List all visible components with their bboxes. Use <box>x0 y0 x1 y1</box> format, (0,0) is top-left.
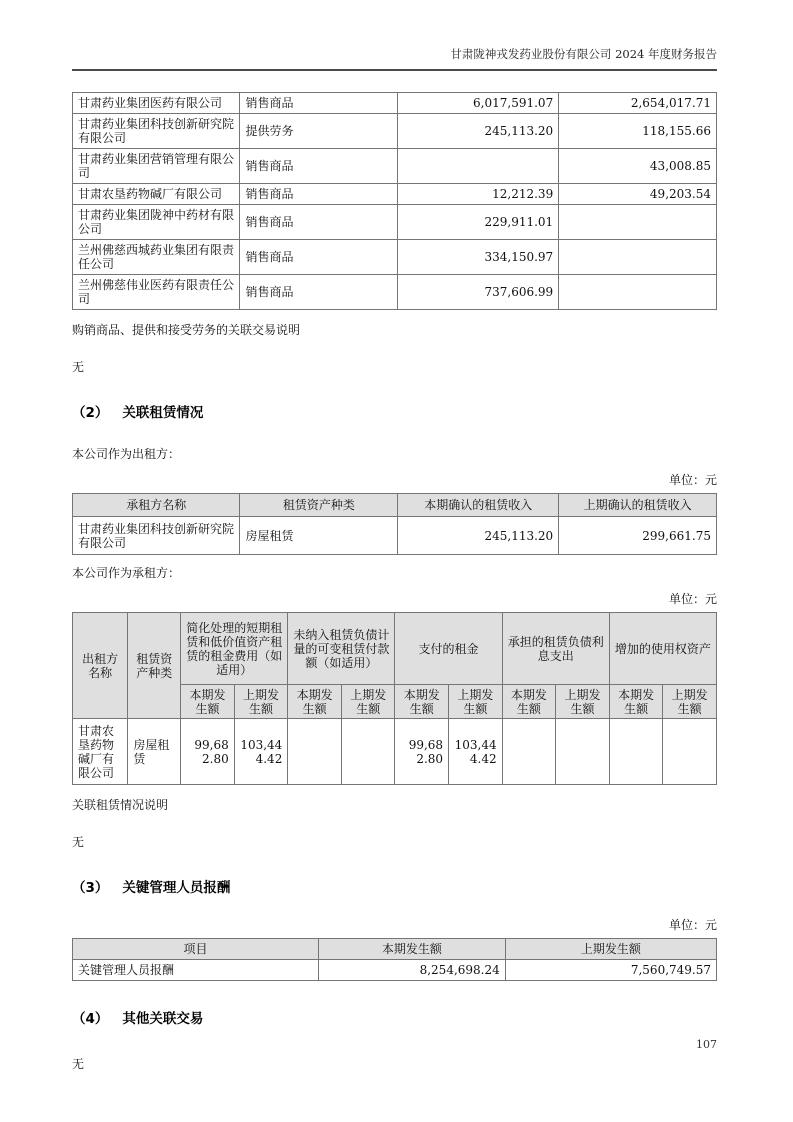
amount-cell <box>663 719 717 785</box>
company-name-cell: 甘肃农垦药物碱厂有限公司 <box>73 184 240 205</box>
prior-amount-cell <box>559 275 717 310</box>
asset-type-cell: 房屋租赁 <box>240 517 398 555</box>
asset-type-cell: 房屋租赁 <box>128 719 181 785</box>
table-row <box>73 960 717 981</box>
prior-amount-cell <box>559 240 717 275</box>
compensation-table <box>72 938 717 981</box>
table-row <box>73 93 717 114</box>
company-name-cell: 甘肃药业集团陇神中药材有限公司 <box>73 205 240 240</box>
table-row <box>73 205 717 240</box>
prior-amount-cell: 118,155.66 <box>559 114 717 149</box>
amount-cell <box>609 719 663 785</box>
table-row <box>73 114 717 149</box>
lessee-name-header: 承租方名称 <box>73 494 240 517</box>
table-header-row <box>73 494 717 517</box>
company-name-cell: 甘肃药业集团医药有限公司 <box>73 93 240 114</box>
transaction-type-cell: 销售商品 <box>240 184 398 205</box>
current-period-subheader: 本期发生额 <box>288 685 342 719</box>
group-header-interest-expense: 承担的租赁负债利息支出 <box>502 613 609 685</box>
other-transactions-value: 无 <box>72 1057 85 1071</box>
transaction-type-cell: 提供劳务 <box>240 114 398 149</box>
sales-note-label: 购销商品、提供和接受劳务的关联交易说明 <box>72 323 301 337</box>
prior-period-subheader: 上期发生额 <box>663 685 717 719</box>
current-period-subheader: 本期发生额 <box>395 685 449 719</box>
lessor-name-cell: 甘肃农垦药物碱厂有限公司 <box>73 719 128 785</box>
amount-cell: 103,444.42 <box>234 719 288 785</box>
lessee-table <box>72 612 717 785</box>
current-amount-cell: 8,254,698.24 <box>319 960 506 981</box>
company-name-cell: 兰州佛慈伟业医药有限责任公司 <box>73 275 240 310</box>
company-name-cell: 甘肃药业集团营销管理有限公司 <box>73 149 240 184</box>
prior-amount-cell: 43,008.85 <box>559 149 717 184</box>
item-cell: 关键管理人员报酬 <box>73 960 319 981</box>
transaction-type-cell: 销售商品 <box>240 275 398 310</box>
transaction-type-cell: 销售商品 <box>240 240 398 275</box>
lessee-name-cell: 甘肃药业集团科技创新研究院有限公司 <box>73 517 240 555</box>
current-amount-cell <box>398 149 559 184</box>
current-amount-cell: 334,150.97 <box>398 240 559 275</box>
prior-period-subheader: 上期发生额 <box>234 685 288 719</box>
table-header-row <box>73 939 717 960</box>
current-period-subheader: 本期发生额 <box>609 685 663 719</box>
document-title: 甘肃陇神戎发药业股份有限公司 2024 年度财务报告 <box>450 47 717 61</box>
lease-note-label: 关联租赁情况说明 <box>72 798 169 812</box>
current-income-cell: 245,113.20 <box>398 517 559 555</box>
amount-cell: 99,682.80 <box>395 719 449 785</box>
table-row <box>73 517 717 555</box>
current-period-subheader: 本期发生额 <box>502 685 556 719</box>
as-lessee-label: 本公司作为承租方： <box>72 566 181 580</box>
table-row <box>73 184 717 205</box>
related-sales-table <box>72 92 717 310</box>
amount-cell: 99,682.80 <box>181 719 235 785</box>
group-header-variable-payments: 未纳入租赁负债计量的可变租赁付款额（如适用） <box>288 613 395 685</box>
amount-cell <box>341 719 395 785</box>
current-period-header: 本期发生额 <box>319 939 506 960</box>
transaction-type-cell: 销售商品 <box>240 93 398 114</box>
prior-amount-cell: 2,654,017.71 <box>559 93 717 114</box>
transaction-type-cell: 销售商品 <box>240 149 398 184</box>
current-period-subheader: 本期发生额 <box>181 685 235 719</box>
unit-label: 单位：元 <box>668 473 717 487</box>
unit-label: 单位：元 <box>668 918 717 932</box>
current-amount-cell: 245,113.20 <box>398 114 559 149</box>
group-header-rou-assets: 增加的使用权资产 <box>609 613 716 685</box>
current-income-header: 本期确认的租赁收入 <box>398 494 559 517</box>
prior-period-header: 上期发生额 <box>505 939 716 960</box>
prior-income-cell: 299,661.75 <box>559 517 717 555</box>
section-title: 其他关联交易 <box>122 1011 204 1027</box>
lease-note-value: 无 <box>72 835 85 849</box>
as-lessor-label: 本公司作为出租方： <box>72 447 181 461</box>
transaction-type-cell: 销售商品 <box>240 205 398 240</box>
unit-label: 单位：元 <box>668 592 717 606</box>
section-title: 关联租赁情况 <box>122 405 204 421</box>
company-name-cell: 甘肃药业集团科技创新研究院有限公司 <box>73 114 240 149</box>
prior-amount-cell: 49,203.54 <box>559 184 717 205</box>
section-number: （2） <box>72 405 109 421</box>
prior-amount-cell: 7,560,749.57 <box>505 960 716 981</box>
section-heading-compensation <box>72 876 717 896</box>
table-row <box>73 149 717 184</box>
document-header <box>72 0 717 71</box>
sales-note-value: 无 <box>72 360 85 374</box>
section-heading-lease <box>72 401 717 421</box>
prior-period-subheader: 上期发生额 <box>449 685 503 719</box>
asset-type-header: 租赁资产种类 <box>128 613 181 719</box>
amount-cell: 103,444.42 <box>449 719 503 785</box>
prior-amount-cell <box>559 205 717 240</box>
page-number: 107 <box>696 1038 717 1051</box>
table-row <box>73 240 717 275</box>
prior-period-subheader: 上期发生额 <box>556 685 610 719</box>
section-number: （4） <box>72 1011 109 1027</box>
section-number: （3） <box>72 880 109 896</box>
current-amount-cell: 737,606.99 <box>398 275 559 310</box>
current-amount-cell: 229,911.01 <box>398 205 559 240</box>
page-content <box>72 0 717 1072</box>
amount-cell <box>556 719 610 785</box>
group-header-simplified-rent: 简化处理的短期租赁和低价值资产租赁的租金费用（如适用） <box>181 613 288 685</box>
asset-type-header: 租赁资产种类 <box>240 494 398 517</box>
current-amount-cell: 12,212.39 <box>398 184 559 205</box>
lessor-table <box>72 493 717 555</box>
table-row <box>73 275 717 310</box>
lessor-name-header: 出租方名称 <box>73 613 128 719</box>
company-name-cell: 兰州佛慈西城药业集团有限责任公司 <box>73 240 240 275</box>
current-amount-cell: 6,017,591.07 <box>398 93 559 114</box>
section-title: 关键管理人员报酬 <box>122 880 231 896</box>
amount-cell <box>502 719 556 785</box>
prior-period-subheader: 上期发生额 <box>341 685 395 719</box>
table-group-header-row <box>73 613 717 685</box>
prior-income-header: 上期确认的租赁收入 <box>559 494 717 517</box>
section-heading-other <box>72 1007 717 1027</box>
group-header-rent-paid: 支付的租金 <box>395 613 502 685</box>
item-header: 项目 <box>73 939 319 960</box>
amount-cell <box>288 719 342 785</box>
table-row <box>73 719 717 785</box>
